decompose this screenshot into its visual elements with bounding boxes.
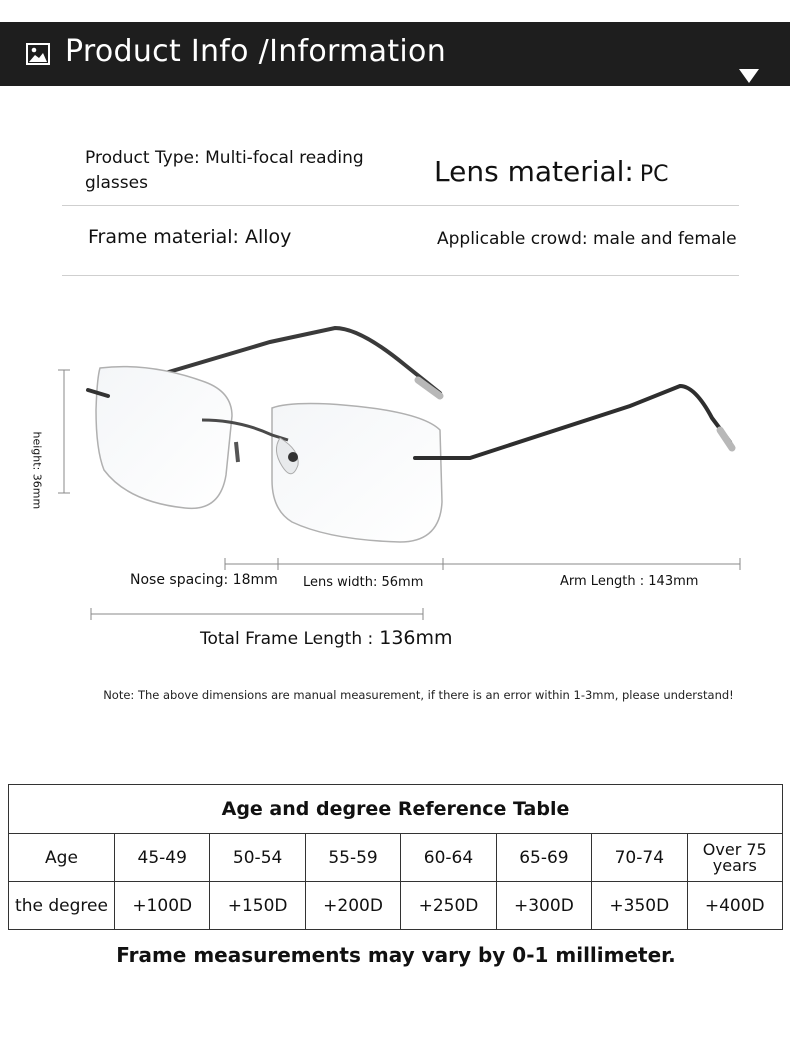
age-cell: 50-54 bbox=[210, 834, 305, 882]
divider bbox=[62, 275, 739, 276]
table-title-row bbox=[9, 785, 783, 834]
section-header bbox=[0, 22, 790, 86]
image-icon bbox=[26, 43, 50, 65]
lens-width-label: Lens width: 56mm bbox=[303, 575, 424, 590]
degree-cell: +400D bbox=[687, 882, 782, 930]
total-frame-length-label: Total Frame Length : bbox=[200, 629, 374, 649]
lens-material bbox=[434, 155, 669, 188]
nose-spacing-label: Nose spacing: 18mm bbox=[130, 572, 278, 588]
degree-header: the degree bbox=[9, 882, 115, 930]
degree-cell: +100D bbox=[115, 882, 210, 930]
age-cell: Over 75 years bbox=[687, 834, 782, 882]
age-header: Age bbox=[9, 834, 115, 882]
degree-cell: +250D bbox=[401, 882, 496, 930]
product-type: Product Type: Multi-focal reading glasses bbox=[85, 148, 364, 193]
total-frame-length bbox=[200, 627, 453, 649]
age-cell: 60-64 bbox=[401, 834, 496, 882]
age-cell: 45-49 bbox=[115, 834, 210, 882]
age-cell: 55-59 bbox=[305, 834, 400, 882]
age-cell: 65-69 bbox=[496, 834, 591, 882]
divider bbox=[62, 205, 739, 206]
degree-cell: +300D bbox=[496, 882, 591, 930]
table-row-degree bbox=[9, 882, 783, 930]
frame-material: Frame material: Alloy bbox=[88, 226, 292, 248]
arm-length-label: Arm Length : 143mm bbox=[560, 574, 699, 589]
page-title: Product Info /Information bbox=[65, 34, 447, 69]
age-degree-table bbox=[8, 784, 783, 930]
degree-cell: +150D bbox=[210, 882, 305, 930]
lens-material-value: PC bbox=[639, 162, 669, 187]
degree-cell: +200D bbox=[305, 882, 400, 930]
height-label: height: 36mm bbox=[30, 431, 44, 510]
caret-down-icon[interactable] bbox=[738, 68, 760, 84]
total-frame-length-value: 136mm bbox=[379, 627, 453, 649]
applicable-crowd: Applicable crowd: male and female bbox=[437, 229, 737, 249]
degree-cell: +350D bbox=[592, 882, 687, 930]
age-cell: 70-74 bbox=[592, 834, 687, 882]
measurement-disclaimer: Frame measurements may vary by 0-1 millimeter. bbox=[116, 943, 676, 967]
table-row-age bbox=[9, 834, 783, 882]
measurement-note: Note: The above dimensions are manual measurement, if there is an error within 1-3mm, please understand! bbox=[103, 688, 734, 702]
table-title: Age and degree Reference Table bbox=[9, 785, 783, 834]
lens-material-label: Lens material: bbox=[434, 155, 634, 188]
